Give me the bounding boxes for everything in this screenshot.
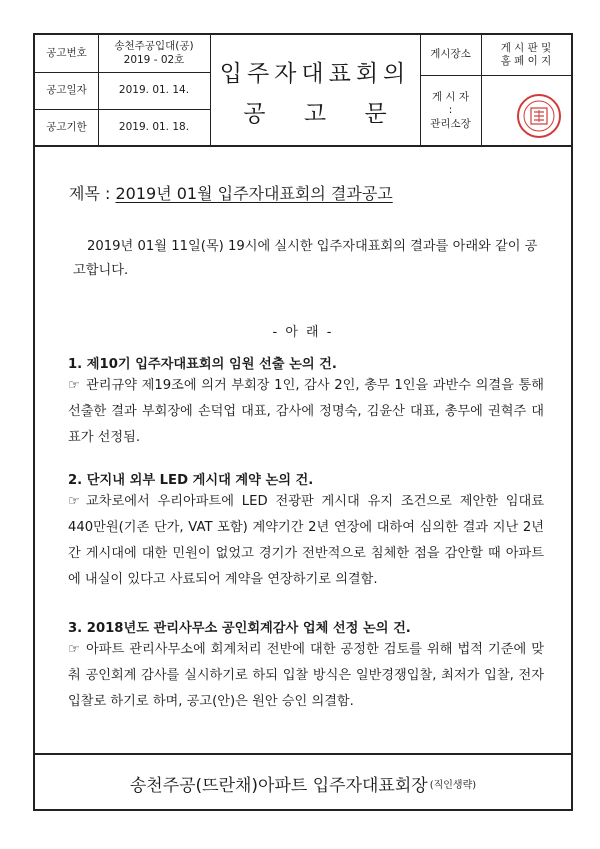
title-line1: 입주자대표회의 (219, 61, 411, 87)
post-place-value-line2: 홈 페 이 지 (500, 55, 552, 67)
item-3-body (68, 637, 544, 715)
pointing-hand-icon: ☞ (68, 642, 80, 657)
pointing-hand-icon: ☞ (68, 494, 80, 509)
intro-paragraph: 2019년 01월 11일(목) 19시에 실시한 입주자대표회의 결과를 아래와 같이 공고합니다. (73, 239, 538, 278)
post-place-value-line1: 게 시 판 및 (500, 41, 552, 54)
item-1-text: 관리규약 제19조에 의거 부회장 1인, 감사 2인, 총무 1인을 과반수 의결을 통해 선출한 결과 부회장에 손덕업 대표, 감사에 정명숙, 김윤산 대표, 총무에 권혁주 대표가 선정됨. (68, 378, 544, 445)
post-place-label: 게시장소 (430, 48, 471, 61)
notice-no-value-line2: 2019 - 02호 (123, 53, 185, 66)
subject-text: 2019년 01월 입주자대표회의 결과공고 (115, 184, 393, 203)
item-2-title: 2. 단지내 외부 LED 게시대 계약 논의 건. (68, 473, 314, 488)
item-1-body (68, 373, 544, 451)
footer-note: (직인생략) (429, 779, 477, 791)
notice-date-label: 공고일자 (46, 83, 87, 96)
item-2-body (68, 489, 544, 593)
pointing-hand-icon: ☞ (68, 378, 80, 393)
official-seal-icon (516, 93, 562, 139)
header-table (35, 35, 571, 147)
item-3-text: 아파트 관리사무소에 회계처리 전반에 대한 공정한 검토를 위해 법적 기준에 맞춰 공인회계 감사를 실시하기로 하되 입찰 방식은 일반경쟁입찰, 최저가 입찰, 전자 입찰로 하기로 하며, 공고(안)은 원안 승인 의결함. (68, 642, 544, 709)
notice-no-label: 공고번호 (46, 46, 87, 59)
notice-no-value-line1: 송천주공입대(공) (114, 40, 194, 53)
notice-date-value: 2019. 01. 14. (118, 83, 190, 96)
item-2-text: 교차로에서 우리아파트에 LED 전광판 게시대 유지 조건으로 제안한 임대료 440만원(기존 단가, VAT 포함) 계약기간 2년 연장에 대하여 심의한 결과 지난 2년간 게시대에 대한 민원이 없었고 경기가 전반적으로 침체한 점을 감안할 때 아파트에 내실이 있다고 사료되어 계약을 연장하기로 의결함. (68, 494, 544, 587)
title-block (210, 35, 420, 147)
footer-main: 송천주공(뜨란채)아파트 입주자대표회장 (129, 775, 428, 796)
footer-signature (35, 753, 571, 811)
item-3-title: 3. 2018년도 관리사무소 공인회계감사 업체 선정 논의 건. (68, 621, 411, 636)
subject-prefix: 제목 : (69, 184, 116, 203)
poster-label-line1: 게 시 자 (431, 91, 470, 104)
title-char: 문 (364, 101, 387, 127)
subject-line (69, 181, 393, 204)
poster-label-line3: 관리소장 (430, 117, 471, 130)
below-heading: - 아 래 - (272, 325, 334, 340)
post-place-value (481, 35, 571, 75)
title-char: 공 (243, 101, 266, 127)
notice-no-value (98, 35, 210, 72)
title-line2 (210, 95, 420, 128)
item-1-title: 1. 제10기 입주자대표회의 임원 선출 논의 건. (68, 357, 337, 372)
notice-frame (33, 33, 573, 811)
poster-label (420, 75, 481, 147)
notice-period-label: 공고기한 (46, 121, 87, 134)
title-char: 고 (303, 101, 327, 127)
poster-label-line2: : (448, 104, 453, 117)
notice-period-value: 2019. 01. 18. (118, 121, 190, 134)
